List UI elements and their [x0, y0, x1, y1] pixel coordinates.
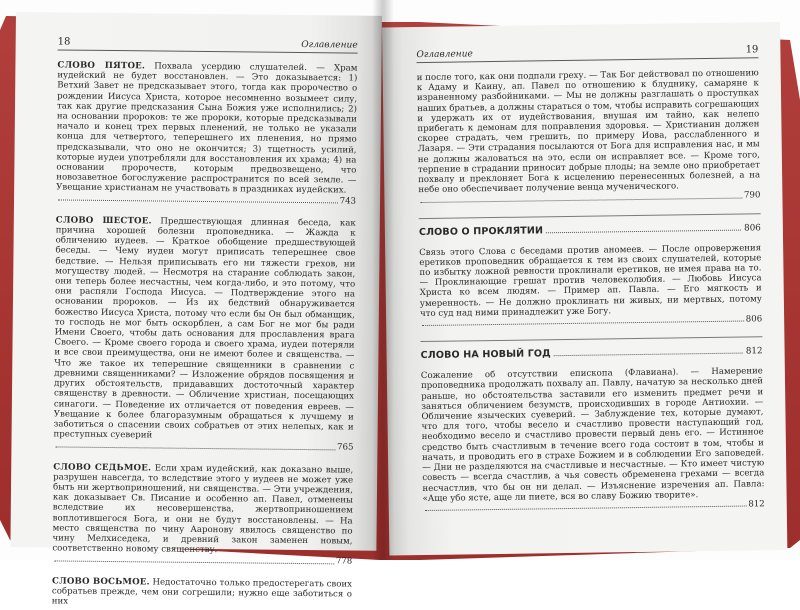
section-title: СЛОВО НА НОВЫЙ ГОД — [420, 348, 551, 362]
section-heading-row — [421, 346, 763, 362]
section-divider — [419, 213, 761, 219]
toc-entry-description: Связь этого Слова с беседами против аномеев. — После опровержения еретиков проповедник обращается к тем из своих слушателей, которые по избытку ложной ревности проклинали еретиков, не имея права на то. — Проклинающие грешат против человеколюбия. — Любовь Иисуса Христа ко всем людям. — Пример ап. Павла. — Его мягкость и умеренность. — Не должно проклинать ни живых, ни мертвых, потому что суд над ними принадлежит уже Богу. — [419, 242, 762, 319]
toc-entry-heading: СЛОВО ШЕСТОЕ. — [55, 215, 152, 227]
dot-leader — [420, 197, 742, 202]
section-heading-row — [419, 222, 761, 238]
left-running-title: Оглавление — [301, 39, 358, 51]
dot-leader — [58, 199, 338, 203]
dot-leader — [554, 353, 743, 357]
toc-entry-page: 765 — [336, 442, 354, 453]
section-divider — [420, 337, 762, 343]
toc-entry-body — [52, 576, 352, 610]
right-running-head — [416, 44, 758, 63]
toc-entry-body — [52, 462, 353, 557]
toc-entry-page: 790 — [743, 190, 761, 201]
section-page: 806 — [744, 222, 761, 234]
toc-entry-description: Сожаление об отсутствии епископа (Флавиана). — Намерение проповедника продолжать похвалу ап. Павлу, начатую за несколько дней раньше, но обстоятельства заставили его изменить предмет речи и заняться обличением безумств, происходивших в городе Антиохии. — Обличение языческих суеверий. — Заблуждение тех, которые думают, что для того, чтобы весело и счастливо провести наступающий год, необходимо весело и счастливо провести первый день его. — Истинное средство быть счастливым в течение всего года состоит в том, чтобы и начать, и проводить его в страхе Божием и в соблюдении Его заповедей. — Дни не разделяются на счастливые и несчастные. — Кто имеет чистую совесть — всегда счастлив, а чья совесть обременена грехами — всегда несчастлив, что бы он ни делал. — Изъяснение изречения ап. Павла: «Аще убо ясте, аще ли пиете, вся во славу Божию творите». — [420, 366, 765, 504]
toc-entry-description: Если храм иудейский, как доказано выше, разрушен навсегда, то вследствие этого у иудеев не может уже быть ни жертвоприношений, ни священства. — Эти учреждения, как доказывает Св. Писание и особенно ап. Павел, отменены вследствие их несовершенства, жертвоприношением воплотившегося Бога, и они не будут восстановлены. — На место священства по чину Ааронову явилось священство по чину Мелхиседека, и древний закон заменен новым, соответственно новому священству. — [52, 462, 354, 556]
toc-entry-continuation — [417, 68, 761, 205]
left-page-number: 18 — [57, 36, 71, 48]
toc-entry-page: 812 — [748, 499, 765, 510]
toc-entry-leader — [52, 554, 352, 567]
toc-entry-page: 743 — [339, 196, 357, 207]
toc-entry-description: Похвала усердию слушателей. — Храм иудейский не будет восстановлен. — Это доказывается: 1) Ветхий Завет не предсказывает этого, тогда как пророчество о рождении Иисуса Христа, которое несомненно возымеет силу, так как другие предсказания Сына Божия уже исполнились; 2) на основании пророков: те же пророки, которые предсказывали начало и конец трех первых пленений, не только не указали конца для четвертого, теперешнего их пленения, но прямо предсказывали, что оно не окончится; 3) тщетность усилий, которые иудеи употребляли для восстановления их храма; 4) на основании пророчеств, которым предвозвещено, что новозаветное богослужение распространится по всей земле. — Увещание христианам не участвовать в праздниках иудейских. — [56, 61, 358, 196]
dot-leader — [54, 560, 334, 564]
toc-entry-heading: СЛОВО СЕДЬМОЕ. — [53, 461, 152, 473]
toc-entry-leader — [53, 440, 353, 453]
right-page-number: 19 — [745, 44, 759, 56]
toc-entry-body — [54, 215, 356, 443]
toc-entry-slovo-shestoe — [53, 215, 355, 453]
dot-leader — [422, 321, 744, 326]
dot-leader — [55, 446, 335, 450]
toc-entry-description: Недостаточно только предостерегать своих собратьев прежде, чем они согрешили; нужно еще заботиться о них — [51, 577, 353, 607]
section-page: 812 — [745, 346, 763, 357]
toc-entry-page: 778 — [335, 556, 353, 567]
toc-entry-description: и после того, как они подпали греху. — Так Бог действовал по отношению к Адаму и Каину, ап. Павел по отношению к блуднику, самаряне к израненному разбойниками. — Мы не должны разглашать о проступках наших братьев, а должны стараться о том, чтобы исправить согрешающих и удержать их от иудействования, внушая им тайно, как нелепо прибегать к демонам для поправления здоровья. — Христианин должен скорее страдать, чем грешить, по примеру Иова, расслабленного и Лазаря. — Эти страдания посылаются от Бога для исправления нас, и мы не должны жаловаться на это, если он исправляет все. — Кроме того, терпение в страдании приносит добрые плоды; на земле оно приобретает похвалу и преклоняет Бога к исцелению перенесенных болезней, а на небе оно обеспечивает получение венца мученического. — [416, 68, 761, 196]
dot-leader — [425, 506, 747, 511]
toc-entry-slovo-pyatoe — [56, 60, 357, 206]
toc-entry-heading: СЛОВО ВОСЬМОЕ. — [51, 575, 150, 587]
left-page — [10, 12, 382, 607]
toc-entry-body — [56, 60, 357, 196]
toc-entry-page: 806 — [745, 314, 763, 325]
toc-entry-slovo-sedmoe — [52, 462, 353, 567]
toc-entry-slovo-na-novyj-god — [421, 367, 765, 515]
toc-entry-heading: СЛОВО ПЯТОЕ. — [57, 60, 146, 72]
section-title: СЛОВО О ПРОКЛЯТИИ — [418, 224, 544, 238]
right-running-title: Оглавление — [416, 49, 473, 61]
toc-entry-description: Предшествующая длинная беседа, как причина хорошей болезни проповедника. — Жажда к обличению иудеев. — Краткое обобщение предшествующей беседы. — Чему иудеи могут приписать теперешнее свое бедствие. — Нельзя приписывать его ни тяжести грехов, ни могуществу людей. — Несмотря на старание соблюдать закон, они теперь более несчастны, чем когда-либо, и это потому, что они распяли Господа Иисуса. — Подтверждение этого на основании пророков. — Из их бедствий обнаруживается божество Иисуса Христа, потому что если бы Он был обманщик, то господь не мог быть оскорблен, а сам Бог не мог бы ради Имени Своего, чтобы дать основания для прославления врага Своего. — Кроме своего города и своего храма, иудеи потеряли и все свои преимущества, они не имеют более и священства. — Что же такое их теперешние священники в сравнении с древними священниками? — Изложение обрядов посвящения и других обстоятельств, придававших достоточный характер священству в древности. — Обличение христиан, посещающих синагоги. — Поведение их отличается от поведения евреев. — Увещание к более благоразумным обращаться к лучшему и заботиться о спасении своих собратьев от этих нелепых, как и преступных суеверий — [53, 216, 356, 441]
toc-entry-slovo-vosmoe — [52, 576, 352, 610]
right-page — [382, 22, 787, 556]
dot-leader — [546, 229, 741, 233]
left-running-head — [58, 36, 358, 53]
toc-entry-slovo-o-proklyatii — [419, 243, 762, 329]
